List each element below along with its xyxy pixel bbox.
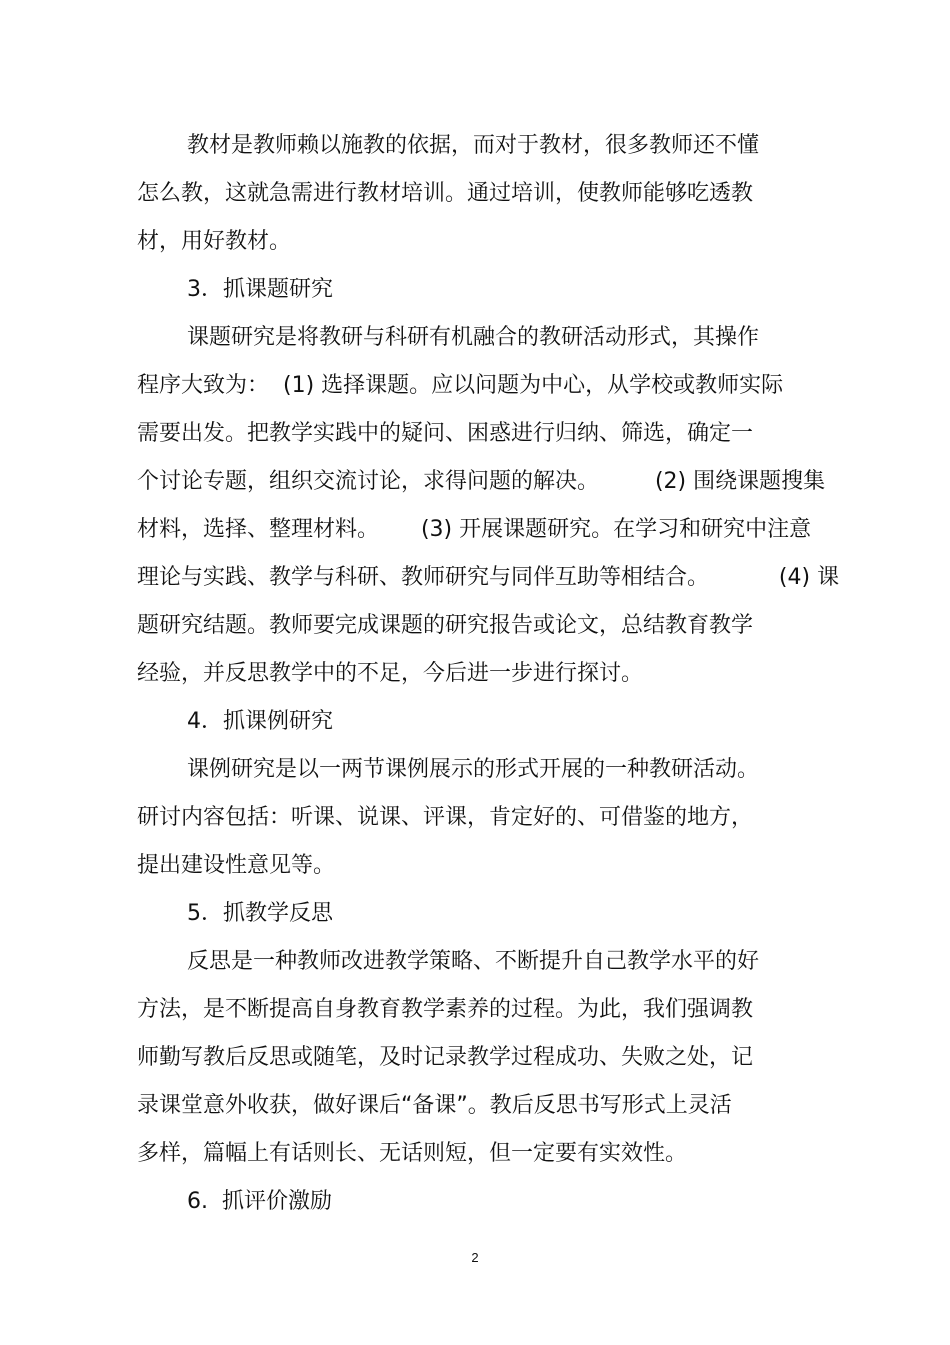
text-line: 理论与实践、教学与科研、教师研究与同伴互助等相结合。 (4) 课 bbox=[137, 565, 840, 590]
text-line: 方法，是不断提高自身教育教学素养的过程。为此，我们强调教 bbox=[137, 997, 754, 1022]
text-line: 题研究结题。教师要完成课题的研究报告或论文，总结教育教学 bbox=[137, 613, 754, 638]
section-heading: 6. 抓评价激励 bbox=[187, 1189, 332, 1214]
text-line: 个讨论专题，组织交流讨论，求得问题的解决。 (2) 围绕课题搜集 bbox=[137, 469, 826, 494]
text-line: 经验，并反思教学中的不足，今后进一步进行探讨。 bbox=[137, 661, 644, 686]
text-line: 录课堂意外收获，做好课后“备课”。教后反思书写形式上灵活 bbox=[137, 1093, 732, 1118]
text-line: 怎么教，这就急需进行教材培训。通过培训，使教师能够吃透教 bbox=[137, 181, 754, 206]
text-line: 需要出发。把教学实践中的疑问、困惑进行归纳、筛选，确定一 bbox=[137, 421, 754, 446]
section-heading: 5．抓教学反思 bbox=[187, 901, 333, 926]
text-line: 课题研究是将教研与科研有机融合的教研活动形式，其操作 bbox=[187, 325, 760, 350]
page-number: 2 bbox=[471, 1250, 479, 1265]
text-line: 材料，选择、整理材料。 (3) 开展课题研究。在学习和研究中注意 bbox=[137, 517, 812, 542]
text-line: 教材是教师赖以施教的依据，而对于教材，很多教师还不懂 bbox=[187, 133, 760, 158]
text-line: 材，用好教材。 bbox=[137, 229, 292, 254]
text-line: 反思是一种教师改进教学策略、不断提升自己教学水平的好 bbox=[187, 949, 760, 974]
section-heading: 4．抓课例研究 bbox=[187, 709, 333, 734]
text-line: 研讨内容包括：听课、说课、评课，肯定好的、可借鉴的地方， bbox=[137, 805, 754, 830]
section-heading: 3．抓课题研究 bbox=[187, 277, 333, 302]
text-line: 师勤写教后反思或随笔，及时记录教学过程成功、失败之处，记 bbox=[137, 1045, 754, 1070]
text-line: 程序大致为： (1) 选择课题。应以问题为中心，从学校或教师实际 bbox=[137, 373, 784, 398]
text-line: 提出建设性意见等。 bbox=[137, 853, 336, 878]
text-line: 多样，篇幅上有话则长、无话则短，但一定要有实效性。 bbox=[137, 1141, 688, 1166]
text-line: 课例研究是以一两节课例展示的形式开展的一种教研活动。 bbox=[187, 757, 760, 782]
